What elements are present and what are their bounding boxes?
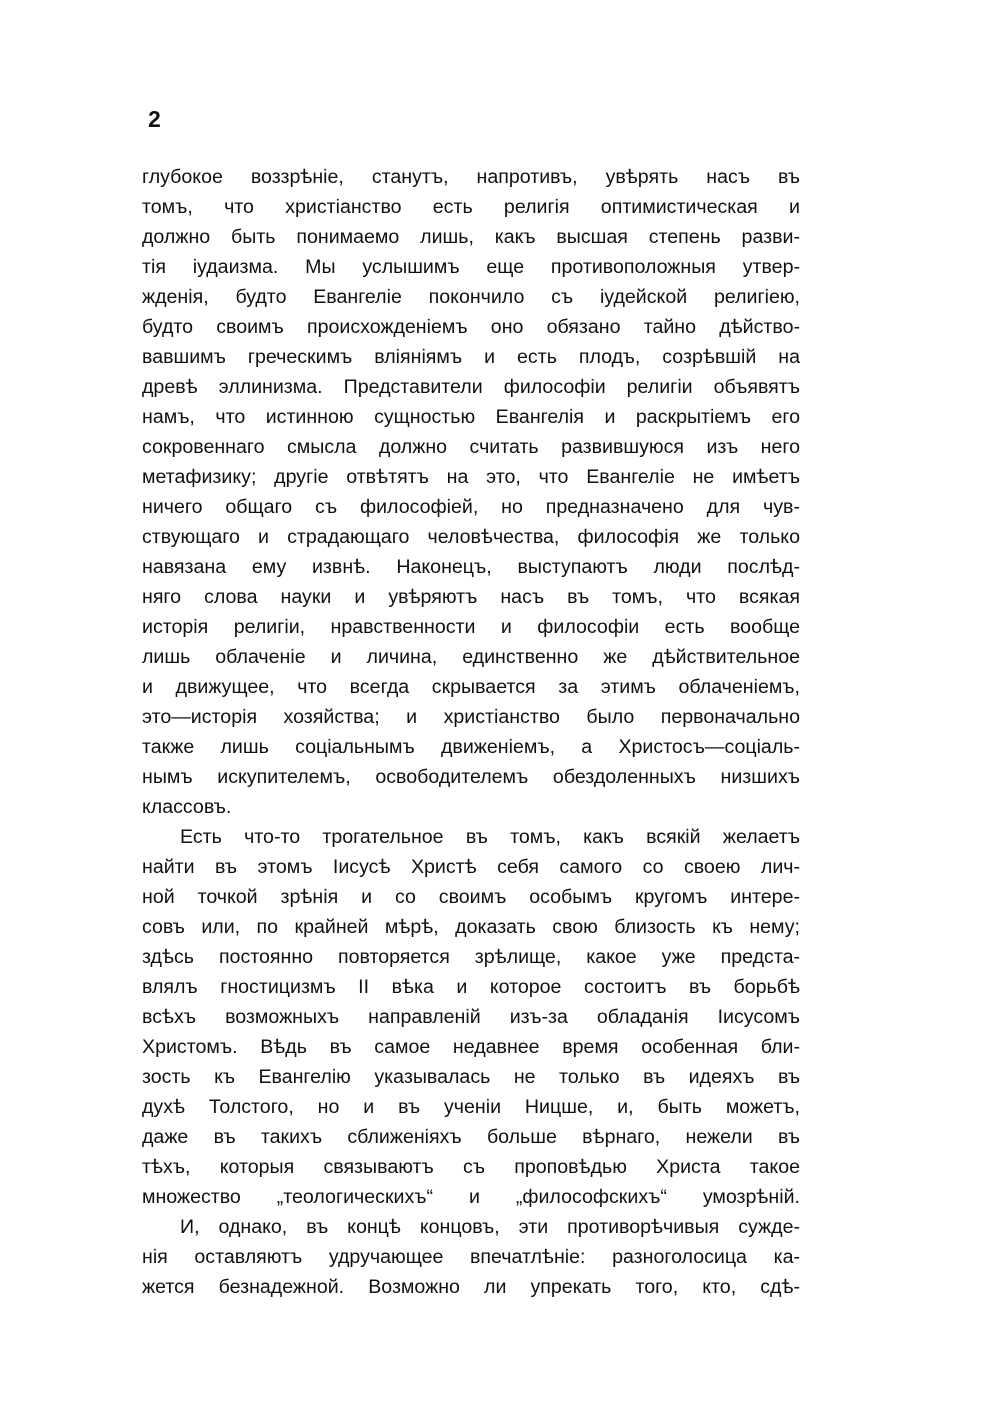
text-line: всѣхъ возможныхъ направленій изъ-за обладанія Іисусомъ: [142, 1006, 800, 1028]
text-line: жется безнадежной. Возможно ли упрекать того, кто, сдѣ-: [142, 1276, 800, 1298]
text-line: множество „теологическихъ“ и „философскихъ“ умозрѣній.: [142, 1186, 800, 1208]
text-line: даже въ такихъ сближеніяхъ больше вѣрнаго, нежели въ: [142, 1126, 800, 1148]
text-line: найти въ этомъ Іисусѣ Христѣ себя самого со своею лич-: [142, 856, 800, 878]
text-line: ничего общаго съ философіей, но предназначено для чув-: [142, 496, 800, 518]
paragraph-2: [142, 822, 800, 1212]
text-line: и движущее, что всегда скрывается за этимъ облаченіемъ,: [142, 676, 800, 698]
text-line: также лишь соціальнымъ движеніемъ, а Христосъ—соціаль-: [142, 736, 800, 758]
text-line: вавшимъ греческимъ вліяніямъ и есть плодъ, созрѣвшій на: [142, 346, 800, 368]
paragraph-1: [142, 162, 800, 822]
text-line: глубокое воззрѣніе, станутъ, напротивъ, увѣрять насъ въ: [142, 166, 800, 188]
text-line: ствующаго и страдающаго человѣчества, философія же только: [142, 526, 800, 548]
text-line: нія оставляютъ удручающее впечатлѣніе: разноголосица ка-: [142, 1246, 800, 1268]
text-line: классовъ.: [142, 796, 232, 818]
text-line: здѣсь постоянно повторяется зрѣлище, какое уже предста-: [142, 946, 800, 968]
text-line: томъ, что христіанство есть религія оптимистическая и: [142, 196, 800, 218]
text-line: навязана ему извнѣ. Наконецъ, выступаютъ люди послѣд-: [142, 556, 800, 578]
page-number: 2: [148, 106, 161, 132]
text-line: тія іудаизма. Мы услышимъ еще противоположныя утвер-: [142, 256, 800, 278]
text-line: совъ или, по крайней мѣрѣ, доказать свою близость къ нему;: [142, 916, 800, 938]
paragraph-3: [142, 1212, 800, 1302]
text-line: исторія религіи, нравственности и философіи есть вообще: [142, 616, 800, 638]
text-line: сокровеннаго смысла должно считать развившуюся изъ него: [142, 436, 800, 458]
text-line: няго слова науки и увѣряютъ насъ въ томъ, что всякая: [142, 586, 800, 608]
text-line: это—исторія хозяйства; и христіанство было первоначально: [142, 706, 800, 728]
text-line: жденія, будто Евангеліе покончило съ іудейской религіею,: [142, 286, 800, 308]
body-text: [142, 162, 800, 1302]
text-line: И, однако, въ концѣ концовъ, эти противорѣчивыя сужде-: [180, 1216, 800, 1238]
text-line: тѣхъ, которыя связываютъ съ проповѣдью Христа такое: [142, 1156, 800, 1178]
text-line: нымъ искупителемъ, освободителемъ обездоленныхъ низшихъ: [142, 766, 800, 788]
text-line: влялъ гностицизмъ II вѣка и которое состоитъ въ борьбѣ: [142, 976, 800, 998]
text-line: Христомъ. Вѣдь въ самое недавнее время особенная бли-: [142, 1036, 800, 1058]
text-line: лишь облаченіе и личина, единственно же дѣйствительное: [142, 646, 800, 668]
text-line: намъ, что истинною сущностью Евангелія и раскрытіемъ его: [142, 406, 800, 428]
text-line: будто своимъ происхожденіемъ оно обязано тайно дѣйство-: [142, 316, 800, 338]
text-line: древѣ эллинизма. Представители философіи религіи объявятъ: [142, 376, 800, 398]
text-line: Есть что-то трогательное въ томъ, какъ всякій желаетъ: [180, 826, 800, 848]
text-line: ной точкой зрѣнія и со своимъ особымъ кругомъ интере-: [142, 886, 800, 908]
text-line: зость къ Евангелію указывалась не только въ идеяхъ въ: [142, 1066, 800, 1088]
text-line: должно быть понимаемо лишь, какъ высшая степень разви-: [142, 226, 800, 248]
text-line: метафизику; другіе отвѣтятъ на это, что Евангеліе не имѣетъ: [142, 466, 800, 488]
text-line: духѣ Толстого, но и въ ученіи Ницше, и, быть можетъ,: [142, 1096, 800, 1118]
